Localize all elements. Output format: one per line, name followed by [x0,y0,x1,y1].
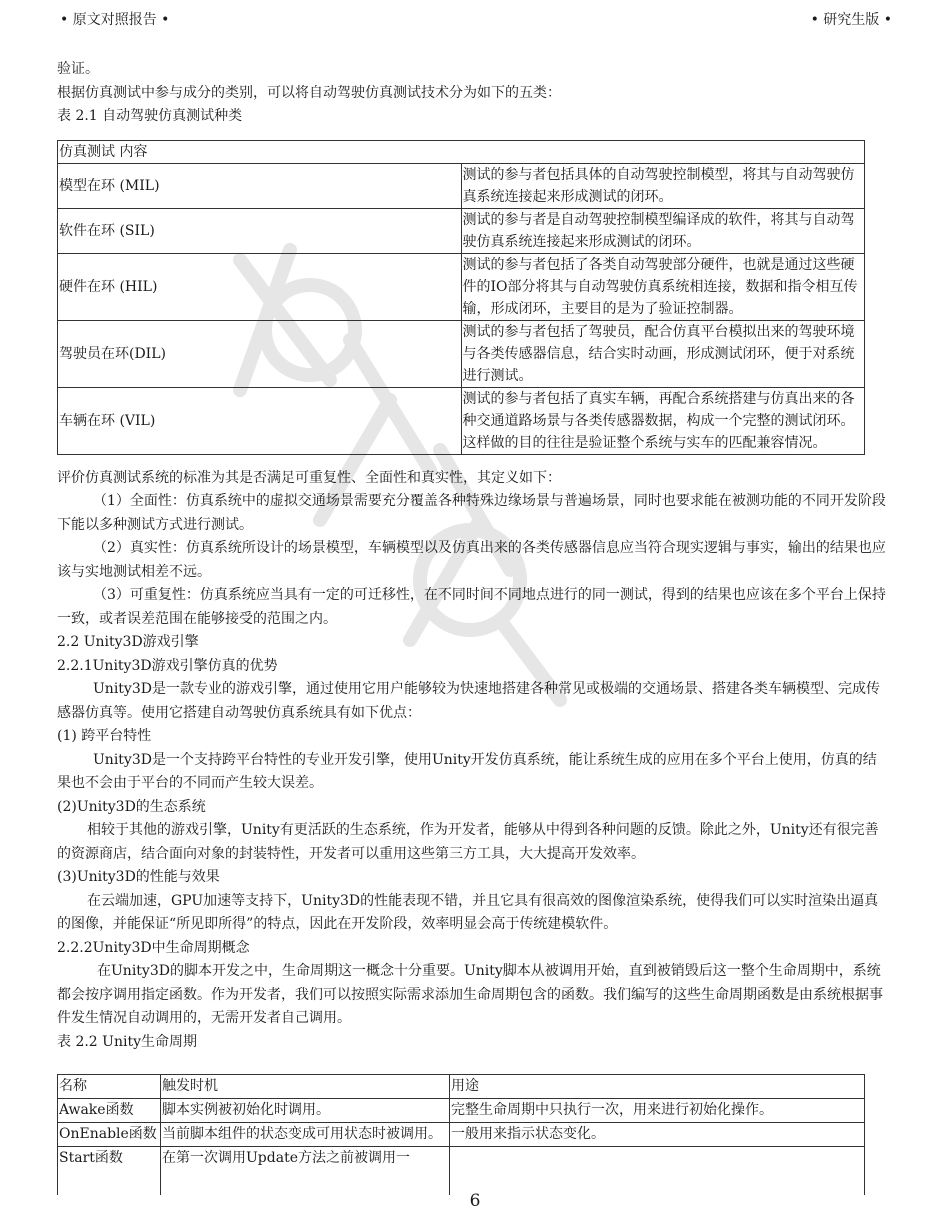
test-type-name: 模型在环 (MIL) [58,163,462,208]
usage [450,1147,865,1196]
table-row [58,387,865,454]
running-header-right: • 研究生版 • [810,12,892,28]
document-body [57,58,887,1195]
list-heading: (3)Unity3D的性能与效果 [57,869,220,885]
text-line: 评价仿真测试系统的标准为其是否满足可重复性、全面性和真实性，其定义如下： [57,469,561,486]
subsection-heading: 2.2.1Unity3D游戏引擎仿真的优势 [57,657,278,674]
table-row [58,1147,865,1196]
table-row [58,208,865,253]
trigger-timing: 脚本实例被初始化时调用。 [161,1099,450,1123]
text-line: 验证。 [57,61,99,77]
usage: 完整生命周期中只执行一次，用来进行初始化操作。 [450,1099,865,1123]
usage: 一般用来指示状态变化。 [450,1123,865,1147]
paragraph: 相较于其他的游戏引擎，Unity有更活跃的生态系统，作为开发者，能够从中得到各种问题的反馈。除此之外，Unity还有很完善的资源商店，结合面向对象的封装特性，开发者可以重用这些第三方工具，大大提高开发效率。 [57,822,879,862]
table-header-row [58,140,865,163]
test-type-description: 测试的参与者包括具体的自动驾驶控制模型，将其与自动驾驶仿真系统连接起来形成测试的闭环。 [461,163,865,208]
trigger-timing: 当前脚本组件的状态变成可用状态时被调用。 [161,1123,450,1147]
column-header: 名称 [58,1075,161,1099]
text-line: 根据仿真测试中参与成分的类别，可以将自动驾驶仿真测试技术分为如下的五类： [57,84,561,101]
paragraph: 在Unity3D的脚本开发之中，生命周期这一概念十分重要。Unity脚本从被调用开始，直到被销毁后这一整个生命周期中，系统都会按序调用指定函数。作为开发者，我们可以按照实际需求添加生命周期包含的函数。我们编写的这些生命周期函数是由系统根据事件发生情况自动调用的，无需开发者自己调用。 [57,963,883,1026]
paragraph: Unity3D是一个支持跨平台特性的专业开发引擎，使用Unity开发仿真系统，能让系统生成的应用在多个平台上使用，仿真的结果也不会由于平台的不同而产生较大误差。 [57,751,877,791]
function-name: OnEnable函数 [58,1123,161,1147]
paragraph: （1）全面性：仿真系统中的虚拟交通场景需要充分覆盖各种特殊边缘场景与普遍场景，同时也要求能在被测功能的不同开发阶段下能以多种测试方式进行测试。 [57,493,886,533]
test-type-name: 软件在环 (SIL) [58,208,462,253]
test-type-name: 驾驶员在环(DIL) [58,320,462,387]
subsection-heading: 2.2.2Unity3D中生命周期概念 [57,939,250,956]
test-type-description: 测试的参与者包括了真实车辆，再配合系统搭建与仿真出来的各种交通道路场景与各类传感器数据，构成一个完整的测试闭环。这样做的目的往往是验证整个系统与实车的匹配兼容情况。 [461,387,865,454]
page-number: 6 [469,1191,481,1211]
table-row [58,1123,865,1147]
table-row [58,163,865,208]
function-name: Awake函数 [58,1099,161,1123]
test-type-description: 测试的参与者包括了驾驶员，配合仿真平台模拟出来的驾驶环境与各类传感器信息，结合实时动画，形成测试闭环，便于对系统进行测试。 [461,320,865,387]
table-row [58,1099,865,1123]
column-header: 触发时机 [161,1075,450,1099]
table-header-cell: 仿真测试 内容 [58,140,865,163]
table-caption: 表 2.2 Unity生命周期 [57,1033,197,1050]
table-caption: 表 2.1 自动驾驶仿真测试种类 [57,108,243,124]
unity-lifecycle-table [57,1074,865,1195]
paragraph: Unity3D是一款专业的游戏引擎，通过使用它用户能够较为快速地搭建各种常见或极端的交通场景、搭建各类车辆模型、完成传感器仿真等。使用它搭建自动驾驶仿真系统具有如下优点： [57,681,880,721]
paragraph: （2）真实性：仿真系统所设计的场景模型，车辆模型以及仿真出来的各类传感器信息应当符合现实逻辑与事实，输出的结果也应该与实地测试相差不远。 [57,540,886,580]
test-type-description: 测试的参与者包括了各类自动驾驶部分硬件，也就是通过这些硬件的IO部分将其与自动驾驶仿真系统相连接，数据和指令相互传输，形成闭环，主要目的是为了验证控制器。 [461,253,865,320]
test-type-name: 硬件在环 (HIL) [58,253,462,320]
column-header: 用途 [450,1075,865,1099]
running-header-left: • 原文对照报告 • [60,12,170,28]
table-header-row [58,1075,865,1099]
list-heading: (2)Unity3D的生态系统 [57,798,206,815]
table-row [58,320,865,387]
section-heading: 2.2 Unity3D游戏引擎 [57,634,199,650]
test-type-description: 测试的参与者是自动驾驶控制模型编译成的软件，将其与自动驾驶仿真系统连接起来形成测试的闭环。 [461,208,865,253]
table-row [58,253,865,320]
list-heading: (1) 跨平台特性 [57,728,152,744]
paragraph: （3）可重复性：仿真系统应当具有一定的可迁移性，在不同时间不同地点进行的同一测试，得到的结果也应该在多个平台上保持一致，或者误差范围在能够接受的范围之内。 [57,587,886,627]
test-type-name: 车辆在环 (VIL) [58,387,462,454]
simulation-test-types-table [57,140,865,455]
trigger-timing: 在第一次调用Update方法之前被调用一 [161,1147,450,1196]
paragraph: 在云端加速，GPU加速等支持下，Unity3D的性能表现不错，并且它具有很高效的图像渲染系统，使得我们可以实时渲染出逼真的图像，并能保证“所见即所得”的特点，因此在开发阶段，效率明显会高于传统建模软件。 [57,892,879,932]
function-name: Start函数 [58,1147,161,1196]
